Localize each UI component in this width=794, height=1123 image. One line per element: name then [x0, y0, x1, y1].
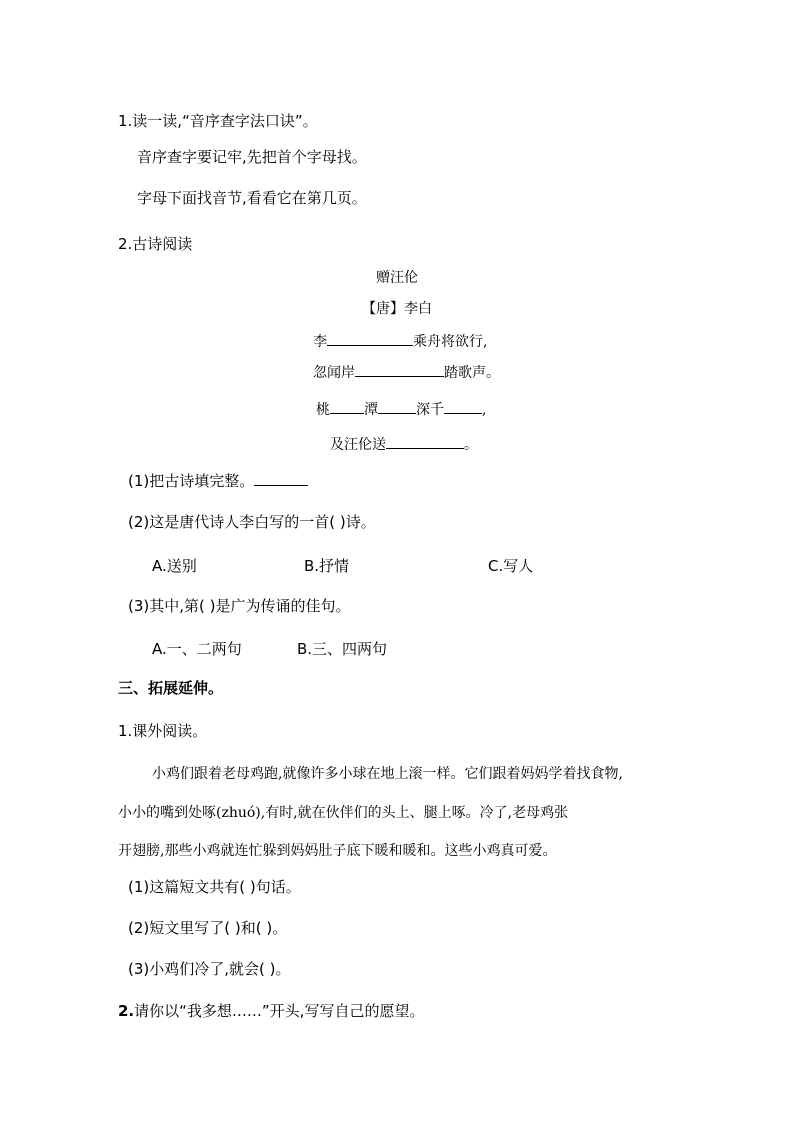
- poem-line-1-end: 乘舟将欲行,: [413, 334, 488, 350]
- passage-line-3: 开翅膀,那些小鸡就连忙躲到妈妈肚子底下暖和暖和。这些小鸡真可爱。: [118, 843, 557, 859]
- q1-rhyme-line-1: 音序查字要记牢,先把首个字母找。: [137, 148, 367, 166]
- writing-prompt-text: 请你以“我多想……”开头,写写自己的愿望。: [134, 1002, 425, 1020]
- q2-title: 2.古诗阅读: [118, 235, 193, 253]
- reading-sub3: (3)小鸡们冷了,就会( )。: [128, 960, 291, 978]
- q2-sub1: [128, 471, 308, 491]
- q2-sub1-blank[interactable]: [254, 471, 308, 486]
- q2-sub3: (3)其中,第( )是广为传诵的佳句。: [128, 597, 351, 615]
- poem-line-4-start: 及汪伦送: [330, 437, 386, 453]
- poem-title: 赠汪伦: [376, 270, 418, 286]
- q1-title: 1.读一读,“音序查字法口诀”。: [118, 112, 318, 130]
- poem-line-3-part-2: 潭: [364, 402, 378, 418]
- poem-line-3: [316, 399, 486, 420]
- q2-sub1-text: (1)把古诗填完整。: [128, 472, 255, 490]
- poem-line-1-start: 李: [313, 334, 327, 350]
- poem-line-4: [330, 434, 478, 455]
- writing-prompt: [118, 1001, 424, 1021]
- poem-line-3-part-1: 桃: [316, 402, 330, 418]
- reading-sub1: (1)这篇短文共有( )句话。: [128, 878, 301, 896]
- poem-line-3-part-3: 深千: [416, 402, 444, 418]
- poem-blank-6[interactable]: [386, 434, 464, 449]
- poem-line-1: [313, 331, 487, 352]
- q2-sub3-option-a[interactable]: A.一、二两句: [152, 640, 242, 658]
- poem-line-4-end: 。: [464, 437, 478, 453]
- poem-blank-1[interactable]: [327, 331, 413, 346]
- poem-author: 【唐】李白: [362, 301, 432, 317]
- poem-blank-4[interactable]: [378, 399, 416, 414]
- passage-line-1: 小鸡们跟着老母鸡跑,就像许多小球在地上滚一样。它们跟着妈妈学着找食物,: [152, 766, 623, 782]
- poem-line-3-part-4: ,: [482, 402, 487, 418]
- poem-line-2-end: 踏歌声。: [444, 365, 500, 381]
- writing-prompt-number: 2.: [118, 1002, 135, 1020]
- q2-sub2-option-b[interactable]: B.抒情: [304, 557, 350, 575]
- poem-line-2: [313, 362, 500, 383]
- q1-rhyme-line-2: 字母下面找音节,看看它在第几页。: [137, 189, 367, 207]
- poem-blank-2[interactable]: [355, 362, 444, 377]
- q2-sub2-option-c[interactable]: C.写人: [488, 557, 534, 575]
- reading-sub2: (2)短文里写了( )和( )。: [128, 919, 288, 937]
- poem-blank-3[interactable]: [330, 399, 364, 414]
- poem-line-2-start: 忽闻岸: [313, 365, 355, 381]
- q2-sub2: (2)这是唐代诗人李白写的一首( )诗。: [128, 513, 376, 531]
- section-3-title: 三、拓展延伸。: [118, 679, 224, 697]
- q2-sub2-option-a[interactable]: A.送别: [152, 557, 197, 575]
- reading-title: 1.课外阅读。: [118, 722, 208, 740]
- q2-sub3-option-b[interactable]: B.三、四两句: [297, 640, 388, 658]
- poem-blank-5[interactable]: [444, 399, 482, 414]
- passage-line-2: 小小的嘴到处啄(zhuó),有时,就在伙伴们的头上、腿上啄。冷了,老母鸡张: [118, 805, 569, 821]
